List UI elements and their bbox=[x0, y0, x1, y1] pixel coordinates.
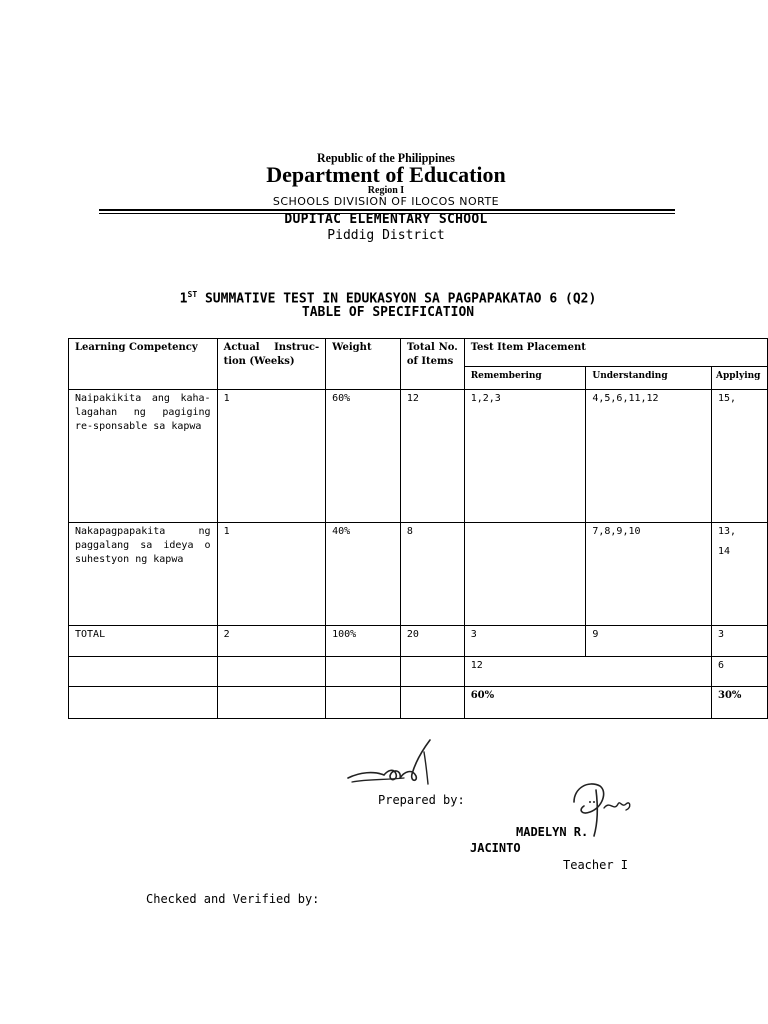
teacher-position: Teacher I bbox=[563, 858, 629, 872]
header-applying: Applying bbox=[711, 367, 767, 390]
header-instruction: Actual Instruc-tion (Weeks) bbox=[217, 339, 326, 390]
test-title bbox=[0, 290, 768, 306]
summary-row-count bbox=[69, 657, 768, 687]
school-name: DUPITAC ELEMENTARY SCHOOL bbox=[284, 212, 488, 227]
header-divider-thick bbox=[99, 209, 675, 211]
header-competency: Learning Competency bbox=[69, 339, 218, 390]
row2-applying-line1: 13, bbox=[717, 526, 737, 537]
table-title: TABLE OF SPECIFICATION bbox=[301, 305, 475, 320]
total-items: 20 bbox=[400, 626, 464, 657]
republic-heading: Republic of the Philippines bbox=[317, 150, 455, 165]
department-heading: Department of Education bbox=[266, 162, 506, 187]
teacher-name-line1: MADELYN R. bbox=[516, 825, 589, 839]
header-weight: Weight bbox=[326, 339, 401, 390]
total-weeks: 2 bbox=[217, 626, 326, 657]
row2-applying bbox=[711, 523, 767, 626]
header-total-items: Total No. of Items bbox=[400, 339, 464, 390]
title-ordinal: 1 bbox=[179, 291, 188, 307]
row2-applying-line2: 14 bbox=[717, 546, 731, 557]
header-placement: Test Item Placement bbox=[464, 339, 767, 367]
table-row bbox=[69, 390, 768, 523]
total-row bbox=[69, 626, 768, 657]
row2-weight: 40% bbox=[326, 523, 401, 626]
summary-percent-applying: 30% bbox=[711, 687, 767, 719]
teacher-name-line2: JACINTO bbox=[470, 841, 521, 855]
summary-row-percent bbox=[69, 687, 768, 719]
title-ordinal-suffix: ST bbox=[187, 290, 198, 299]
signature-scribble-left bbox=[346, 738, 436, 790]
total-remembering: 3 bbox=[464, 626, 586, 657]
row2-weeks: 1 bbox=[217, 523, 326, 626]
row2-understanding: 7,8,9,10 bbox=[586, 523, 712, 626]
row2-competency: Nakapagpapakita ng paggalang sa ideya o suhestyon ng kapwa bbox=[69, 523, 218, 626]
header-understanding: Understanding bbox=[586, 367, 712, 390]
row1-items: 12 bbox=[400, 390, 464, 523]
summary-count-rem-und: 12 bbox=[464, 657, 711, 687]
row1-applying: 15, bbox=[711, 390, 767, 523]
district-name: Piddig District bbox=[327, 228, 445, 243]
table-row bbox=[69, 523, 768, 626]
row1-weight: 60% bbox=[326, 390, 401, 523]
row2-items: 8 bbox=[400, 523, 464, 626]
row1-remembering: 1,2,3 bbox=[464, 390, 586, 523]
total-applying: 3 bbox=[711, 626, 767, 657]
checked-verified-label: Checked and Verified by: bbox=[146, 892, 320, 906]
summary-count-applying: 6 bbox=[711, 657, 767, 687]
table-header-row bbox=[69, 339, 768, 367]
total-understanding: 9 bbox=[586, 626, 712, 657]
division-heading: SCHOOLS DIVISION OF ILOCOS NORTE bbox=[272, 195, 500, 208]
region-heading: Region I bbox=[367, 185, 405, 196]
header-remembering: Remembering bbox=[464, 367, 586, 390]
summary-percent-rem-und: 60% bbox=[464, 687, 711, 719]
row2-remembering bbox=[464, 523, 586, 626]
total-weight: 100% bbox=[326, 626, 401, 657]
total-label: TOTAL bbox=[69, 626, 218, 657]
title-text: SUMMATIVE TEST IN EDUKASYON SA PAGPAPAKATAO 6 (Q2) bbox=[197, 291, 597, 307]
prepared-by-label: Prepared by: bbox=[378, 793, 465, 807]
row1-weeks: 1 bbox=[217, 390, 326, 523]
table-of-specification bbox=[68, 338, 768, 719]
row1-competency: Naipakikita ang kaha-lagahan ng pagiging re-sponsable sa kapwa bbox=[69, 390, 218, 523]
row1-understanding: 4,5,6,11,12 bbox=[586, 390, 712, 523]
